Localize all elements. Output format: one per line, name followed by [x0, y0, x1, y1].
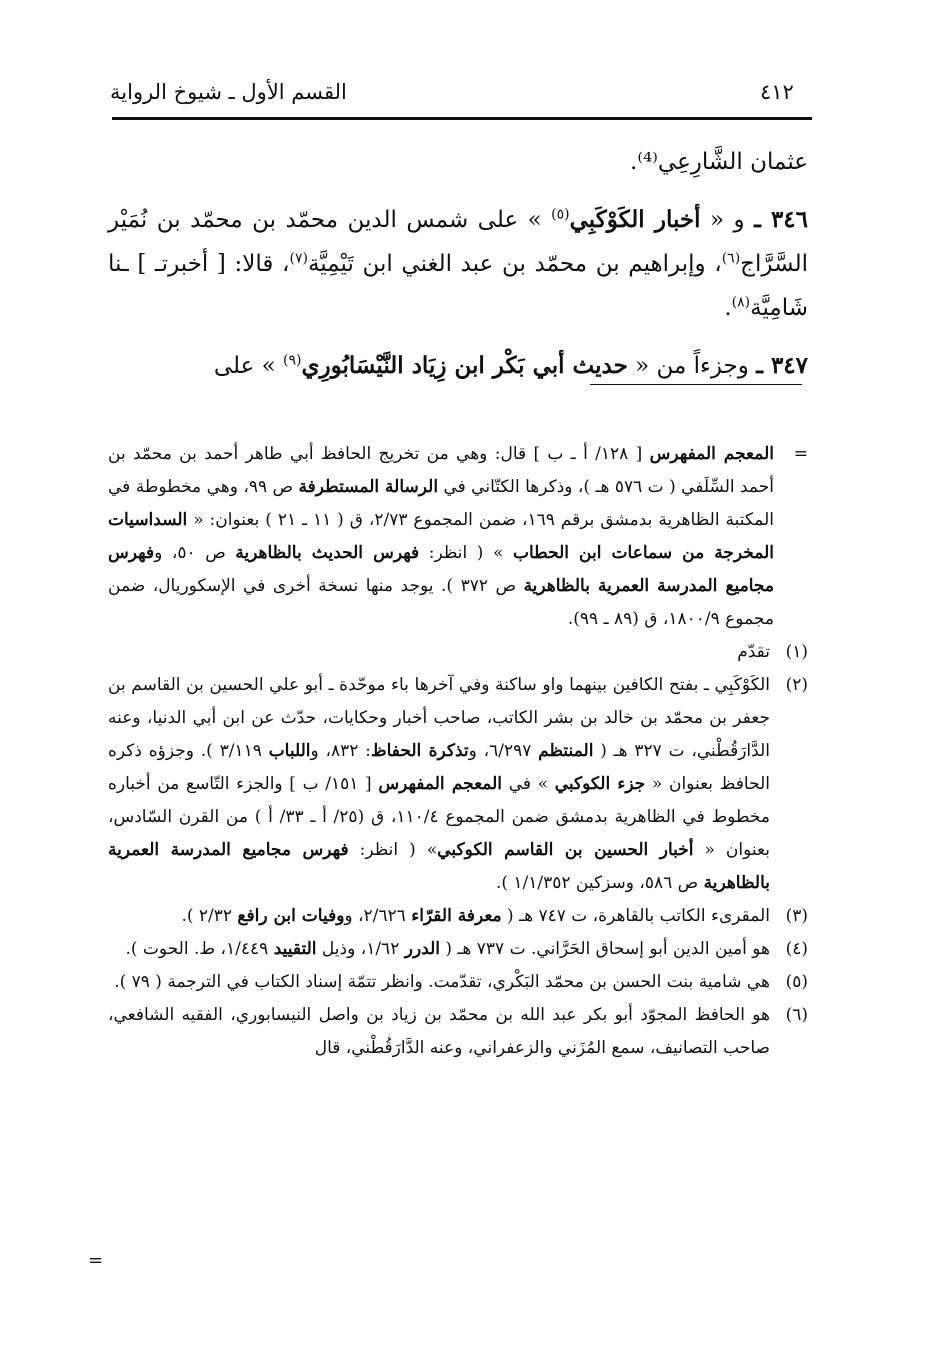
note-text: ٣/١١٩ ). وجزؤه ذكره الحافظ بعنوان «	[108, 741, 770, 794]
note-text: ص ٥٨٦، وسزكين ١/١/٣٥٢ ).	[495, 873, 704, 893]
note-text: ٦/٢٩٧، و	[468, 741, 539, 761]
footnote-ref[interactable]: (٦)	[721, 250, 741, 267]
footnote-number: (٤)	[785, 939, 808, 959]
note-text: هي شامية بنت الحسن بن محمّد البَكْري، تقدّمت. وانظر تتمّة إسناد الكتاب في الترجمة ( ٧٩ ).	[114, 972, 770, 992]
note-text: [ ١٢٨/ أ ـ ب ] قال: وهي من تخريج الحافظ أبي طاهر أحمد بن محمّد بن أحمد السِّلَفي ( ت ٥٧٦ هـ )، وذكرها الكتّاني في	[108, 444, 774, 497]
main-text	[108, 140, 808, 388]
continuation-mark-end: =	[88, 1250, 104, 1271]
book-title: المنتظم	[538, 741, 594, 761]
entry-text: .	[724, 295, 732, 321]
entry-text: و «	[700, 207, 745, 233]
note-text: ص ٣٧٢ ). يوجد منها نسخة أخرى في الإسكوريال، ضمن مجموع ١٨٠٠/٩، ق (٨٩ ـ ٩٩).	[108, 576, 774, 629]
book-title: السداسيات المخرجة من سماعات ابن الحطاب	[108, 510, 774, 563]
footnote-ref[interactable]: (٩)	[283, 352, 302, 369]
footnote-5	[108, 966, 808, 999]
footnotes	[108, 438, 808, 1065]
header-rule	[112, 117, 812, 120]
footnote-number: (١)	[785, 642, 808, 662]
footnote-ref[interactable]: (٨)	[731, 294, 751, 311]
entry-text: ، قالا: [ أخبرتـ ] ـنا شَامِيَّة	[108, 251, 808, 321]
footnote-6	[108, 999, 808, 1065]
footnote-separator	[590, 384, 802, 385]
footnote-2	[108, 669, 808, 900]
book-title: أخبار الكَوْكَبِي	[569, 206, 701, 233]
book-title: معرفة القرّاء	[411, 906, 502, 926]
note-text: ص ٩٩، وهي مخطوطة في المكتبة الظاهرية بدمشق برقم ١٦٩، ضمن المجموع ٢/٧٣، ق ( ١١ ـ ٢١ ) بعنوان: «	[108, 477, 774, 530]
note-text: ١/٤٤٩، ط. الحوت ).	[125, 939, 274, 959]
note-text: هو الحافظ المجوّد أبو بكر عبد الله بن محمّد بن زياد بن واصل النيسابوري، الفقيه الشافعي، صاحب التصانيف، سمع المُزَني والزعفراني، وعنه الدَّارَقُطْني، قال	[108, 1005, 770, 1058]
book-title: الرسالة المستطرفة	[298, 477, 439, 497]
continuation-mark: =	[793, 444, 808, 464]
note-text: [ ١٥١/ ب ] والجزء التّاسع من أخباره مخطوط في الظاهرية بدمشق ضمن المجموع ١١٠/٤، ق (٢٥/ أ ـ ٣٣/ أ ) من القرن السّادس، بعنوان «	[108, 774, 770, 860]
book-title: التقييد	[273, 939, 317, 959]
book-title: وفيات ابن رافع	[237, 906, 345, 926]
running-header: القسم الأول ـ شيوخ الرواية	[110, 80, 347, 104]
footnote-number: (٣)	[785, 906, 808, 926]
footnote-4	[108, 933, 808, 966]
book-title: جزء الكوكبي	[554, 774, 646, 794]
note-text: تقدّم	[737, 642, 770, 662]
entry-text: » على	[213, 353, 284, 379]
note-text: ٢/٣٢ ).	[181, 906, 238, 926]
book-title: أخبار الحسين بن القاسم الكوكبي	[437, 840, 694, 860]
entry-text: » على شمس الدين محمّد بن محمّد بن نُمَيْر السَّرَّاج	[108, 207, 808, 277]
footnote-number: (٥)	[785, 972, 808, 992]
entry-347	[108, 344, 808, 388]
note-text: ٢/٦٢٦، و	[344, 906, 412, 926]
entry-number: ٣٤٦ ـ	[754, 206, 809, 233]
footnote-3	[108, 900, 808, 933]
note-text: ١/٦٢، وذيل	[316, 939, 405, 959]
book-title: المعجم المفهرس	[649, 444, 774, 464]
note-text: الكَوْكَبِي ـ بفتح الكافين بينهما واو ساكنة وفي آخرها باء موحّدة ـ أبو علي الحسين بن القاسم بن جعفر بن محمّد بن خالد بن بشر الكاتب، صاحب أخبار وحكايات، حدّث عن ابن أبي الدنيا، وعنه الدَّارَقُطْني، ت ٣٢٧ هـ (	[108, 675, 770, 761]
note-text: » ( انظر:	[419, 543, 513, 563]
entry-number: ٣٤٧ ـ	[756, 352, 808, 379]
book-title: الدرر	[404, 939, 440, 959]
footnote-continuation	[108, 438, 808, 636]
footnote-number: (٢)	[785, 675, 808, 695]
footnote-1	[108, 636, 808, 669]
note-text: » ( انظر:	[348, 840, 438, 860]
book-title: اللباب	[268, 741, 311, 761]
entry-text: وجزءاً من «	[627, 353, 749, 379]
main-line: عثمان الشَّارِعِي⁽⁴⁾.	[630, 149, 808, 175]
note-text: المقرىء الكاتب بالقاهرة، ت ٧٤٧ هـ (	[501, 906, 770, 926]
book-title: فهرس مجاميع المدرسة العمرية بالظاهرية	[108, 840, 770, 893]
book-title: فهرس مجاميع المدرسة العمرية بالظاهرية	[108, 543, 774, 596]
note-text: هو أمين الدين أبو إسحاق الحَرَّاني. ت ٧٣٧ هـ (	[439, 939, 770, 959]
note-text: : ٨٣٢، و	[310, 741, 371, 761]
book-title: تذكرة الحفاظ	[370, 741, 469, 761]
footnote-number: (٦)	[785, 1005, 808, 1025]
book-title: المعجم المفهرس	[378, 774, 503, 794]
footnote-ref[interactable]: (٧)	[289, 250, 308, 267]
entry-text: ، وإبراهيم بن محمّد بن عبد الغني ابن تَيْمِيَّة	[307, 251, 722, 277]
note-text: ص ٥٠، و	[154, 543, 236, 563]
book-title: حديث أبي بَكْر ابن زِيَاد النَّيْسَابُورِي	[301, 352, 628, 379]
footnote-ref[interactable]: (٥)	[551, 206, 570, 223]
entry-346	[108, 198, 808, 330]
note-text: » في	[502, 774, 555, 794]
book-title: فهرس الحديث بالظاهرية	[235, 543, 420, 563]
page-number: ٤١٢	[760, 80, 794, 104]
